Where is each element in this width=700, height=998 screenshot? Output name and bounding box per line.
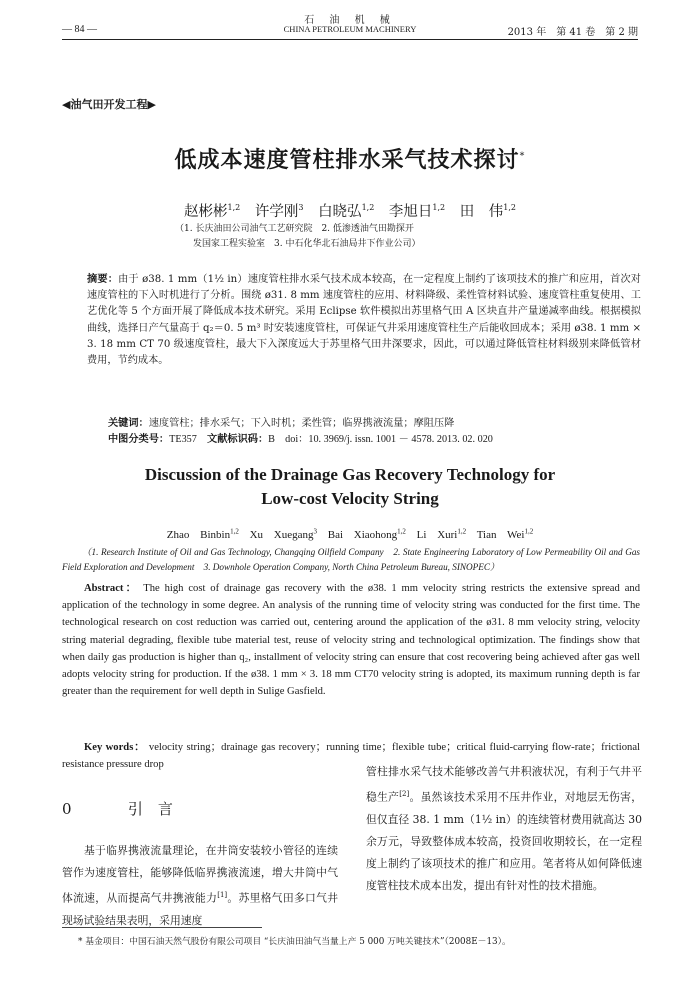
- abstract-label: 摘要：: [87, 274, 119, 285]
- page-number: — 84 —: [62, 24, 97, 35]
- doi: doi：10. 3969/j. issn. 1001 － 4578. 2013. 02. 020: [285, 434, 493, 445]
- section-title: 引 言: [127, 800, 173, 818]
- section-heading: [62, 798, 173, 819]
- journal-name-cn: 石 油 机 械: [304, 15, 396, 26]
- keywords-cn: [108, 416, 638, 432]
- abstract-en: [62, 580, 640, 700]
- clc-code: TE357: [169, 434, 197, 445]
- abstract-cn: [87, 272, 641, 369]
- intro-left-column: 基于临界携液流量理论，在井筒安装较小管径的连续管作为速度管柱，能够降低临界携液流速，增大井筒中气体流速，从而提高气井携液能力[1]。苏里格气田多口气井现场试验结果表明，采用速度: [62, 844, 339, 927]
- affiliation-line: 发国家工程实验室 3. 中石化华北石油局井下作业公司）: [193, 239, 421, 249]
- keywords-en-text: velocity string；drainage gas recovery；running time；flexible tube；critical fluid-carrying flow-rate；frictional resistance pressure drop: [62, 742, 640, 771]
- journal-name-en: CHINA PETROLEUM MACHINERY: [283, 24, 417, 34]
- citation: [1]: [217, 891, 228, 899]
- title-footnote-mark: *: [519, 150, 526, 162]
- affiliations-cn: [175, 222, 555, 252]
- affiliation-line: （1. 长庆油田公司油气工艺研究院 2. 低渗透油气田勘探开: [175, 224, 414, 234]
- author: 田 伟$^{1,2}$: [459, 203, 516, 220]
- author: Bai Xiaohong$^{1,2}$: [327, 527, 406, 541]
- doc-label: 文献标识码：: [207, 434, 269, 445]
- paper-title-cn: [0, 143, 700, 174]
- affiliations-en: （1. Research Institute of Oil and Gas Technology, Changqing Oilfield Company 2. State Engineering Laboratory of Low Permeability Oil and Gas Field Exploration and Development 3. Downhole Operation Company, North China Petroleum Bureau, SINOPEC）: [62, 547, 640, 572]
- title-en-line: Low-cost Velocity String: [261, 489, 439, 508]
- section-number: 0: [62, 800, 72, 818]
- author: Li Xuri$^{1,2}$: [416, 527, 467, 541]
- intro-right-column: 管柱排水采气技术能够改善气井积液状况，有利于气井平稳生产[2]。虽然该技术采用不压井作业，对地层无伤害，但仅直径 38. 1 mm（1½ in）的连续管材费用就高达 30 余万元，导致整体成本较高，投资回收期较长，在一定程度上制约了该项技术的推广和应用。笔者将从如何降低速度管柱技术成本出发，提出有针对性的技术措施。: [366, 765, 643, 892]
- author: Xu Xuegang$^3$: [249, 527, 317, 541]
- abstract-text: 由于 ø38. 1 mm（1½ in）速度管柱排水采气技术成本较高，在一定程度上制约了该项技术的推广和应用，首次对速度管柱的下入时机进行了分析。围绕 ø31. 8 mm 速度管柱的应用、材料降级、柔性管材料试验、速度管柱重复使用、工艺优化等 5 个方面开展了降低成本技术研究。采用 Eclipse 软件模拟出苏里格气田 A 区块直井产量递减率曲线。根据模拟曲线，选择日产气量高于 q₂＝0. 5 m³ 时安装速度管柱，可保证气井采用速度管柱生产后能收回成本；采用 ø38. 1 mm × 3. 18 mm CT 70 级速度管柱，最大下入深度远大于苏里格气田井深要求，因此，可以通过降低管柱材料级别来降低管材费用，节约成本。: [87, 274, 641, 367]
- author: 许学刚$^3$: [254, 203, 304, 220]
- issue-info: 2013 年 第 41 卷 第 2 期: [507, 27, 638, 38]
- authors-en: [0, 527, 700, 541]
- paper-title-en: [0, 463, 700, 511]
- title-en-line: Discussion of the Drainage Gas Recovery Technology for: [144, 465, 556, 484]
- header-rule: [62, 39, 638, 40]
- author: 赵彬彬$^{1,2}$: [184, 203, 241, 220]
- doc-code: B: [268, 434, 275, 445]
- funding-footnote: * 基金项目：中国石油天然气股份有限公司项目 “长庆油田油气当量上产 5 000 万吨关键技术”（2008E－13）。: [78, 937, 511, 947]
- section-tag: ◀油气田开发工程▶: [62, 98, 156, 111]
- abstract-en-label: Abstract：: [84, 583, 139, 594]
- keywords-en-label: Key words：: [84, 742, 146, 753]
- author: 李旭日$^{1,2}$: [388, 203, 446, 220]
- authors-cn: [0, 200, 700, 221]
- author: Tian Wei$^{1,2}$: [476, 527, 534, 541]
- footnote-rule: [62, 927, 262, 928]
- abstract-en-text: The high cost of drainage gas recovery with the ø38. 1 mm velocity string restricts the extensive spread and application of the technology in some degree. An analysis of the running time of velocity string was conducted for the first time. The technological research on cost reduction was carried out, centering around the application of the ø31. 8 mm velocity string, velocity string material degrading, flexible tube material test, reuse of velocity string and technological optimization. The findings show that when daily gas production is higher than q₂, installment of velocity string can ensure that cost recovering being achieved after gas well adopts velocity string for production. If the ø38. 1 mm × 3. 18 mm CT70 velocity string is adopted, its maximum running depth is far greater than the requirement for well depth in Sulige Gasfield.: [62, 583, 640, 698]
- citation: [2]: [399, 790, 410, 798]
- classification-line: [108, 432, 638, 448]
- title-text: 低成本速度管柱排水采气技术探讨: [174, 148, 520, 173]
- author: 白晓弘$^{1,2}$: [318, 203, 375, 220]
- author: Zhao Binbin$^{1,2}$: [166, 527, 239, 541]
- keywords-text: 速度管柱；排水采气；下入时机；柔性管；临界携液流量；摩阻压降: [148, 418, 455, 429]
- keywords-label: 关键词：: [108, 418, 149, 429]
- clc-label: 中图分类号：: [108, 434, 170, 445]
